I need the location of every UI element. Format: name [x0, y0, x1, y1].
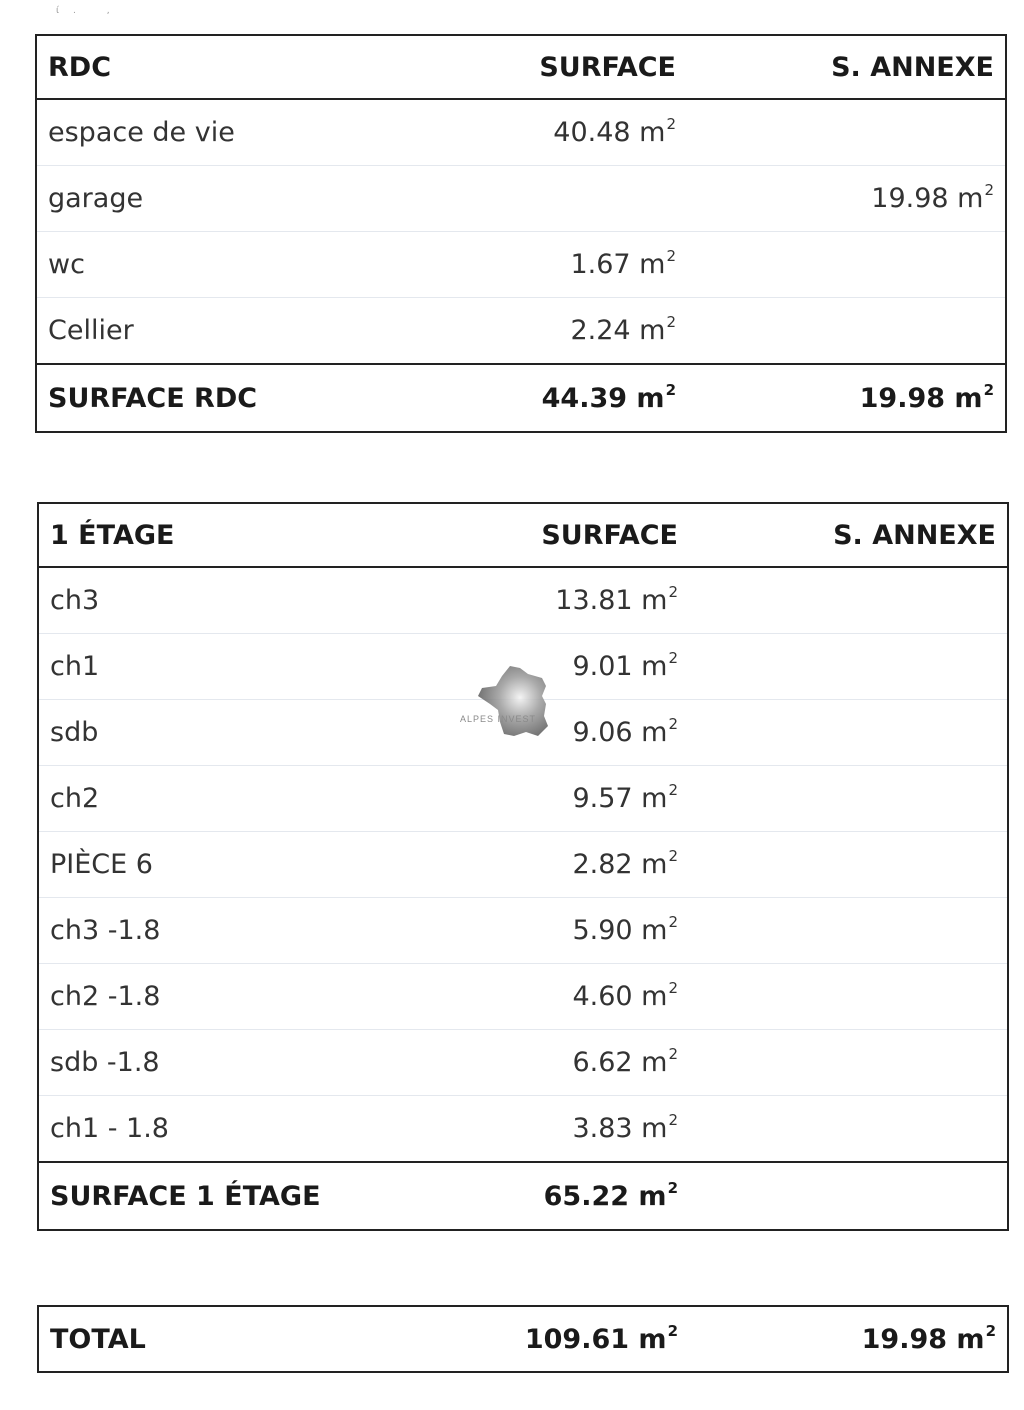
etage1-total-label: SURFACE 1 ÉTAGE [38, 1162, 510, 1230]
etage1-row-label: ch2 -1.8 [38, 964, 510, 1030]
etage1-row [38, 898, 1008, 964]
etage1-row-annex [678, 634, 1008, 700]
rdc-row-surface: 40.48 $m^2$ [508, 99, 676, 166]
etage1-row-annex [678, 964, 1008, 1030]
etage1-row-surface: 3.83 $m^2$ [572, 1111, 678, 1144]
etage1-row-annex [678, 1030, 1008, 1096]
etage1-total-annex [678, 1162, 1008, 1230]
etage1-row-label: ch3 -1.8 [38, 898, 510, 964]
rdc-row-annex [676, 298, 1006, 365]
etage1-row-label: PIÈCE 6 [38, 832, 510, 898]
etage1-total-surface: 65.22 $m^2$ [510, 1162, 678, 1230]
etage1-row-surface: 4.60 $m^2$ [510, 964, 678, 1030]
grand-total-row [38, 1306, 1008, 1372]
rdc-row-annex: 19.98 $m^2$ [676, 166, 1006, 232]
rdc-row-surface: 2.24 $m^2$ [570, 313, 676, 346]
etage1-row [38, 1096, 1008, 1163]
grand-total-surface: 109.61 $m^2$ [524, 1321, 678, 1355]
etage1-row-label: ch1 [38, 634, 510, 700]
rdc-row [36, 232, 1006, 298]
watermark-logo [458, 660, 568, 740]
watermark-text: ALPES INVEST [460, 714, 537, 724]
rdc-row [36, 166, 1006, 232]
etage1-table [37, 502, 1009, 1231]
etage1-row [38, 832, 1008, 898]
etage1-row-label: sdb -1.8 [38, 1030, 510, 1096]
etage1-row-surface: 6.62 $m^2$ [510, 1030, 678, 1096]
etage1-header-surface: SURFACE [510, 503, 678, 567]
grand-total-annex: 19.98 $m^2$ [861, 1321, 996, 1355]
etage1-row-label: ch2 [38, 766, 510, 832]
etage1-row-label: ch3 [38, 567, 510, 634]
etage1-total-row [38, 1162, 1008, 1230]
rdc-header-surface: SURFACE [508, 35, 676, 99]
etage1-row-annex [678, 1096, 1008, 1163]
etage1-row-annex [678, 832, 1008, 898]
etage1-row-surface: 2.82 $m^2$ [510, 832, 678, 898]
etage1-row [38, 567, 1008, 634]
rdc-header-annex: S. ANNEXE [676, 35, 1006, 99]
rdc-total-annex: 19.98 $m^2$ [676, 364, 1006, 432]
etage1-rows [38, 567, 1008, 1162]
rdc-row-annex [676, 99, 1006, 166]
rdc-total-label: SURFACE RDC [36, 364, 508, 432]
etage1-header-label: 1 ÉTAGE [38, 503, 510, 567]
rdc-header-label: RDC [36, 35, 508, 99]
etage1-row-annex [678, 700, 1008, 766]
etage1-row [38, 1030, 1008, 1096]
etage1-row-annex [678, 766, 1008, 832]
etage1-row-label: ch1 - 1.8 [50, 1113, 169, 1144]
etage1-row-surface: 9.01 $m^2$ [510, 634, 678, 700]
france-map-icon [458, 660, 568, 740]
rdc-row-label: wc [36, 232, 508, 298]
etage1-header-annex: S. ANNEXE [678, 503, 1008, 567]
etage1-row-label: sdb [38, 700, 510, 766]
rdc-total-surface: 44.39 $m^2$ [508, 364, 676, 432]
grand-total-table [37, 1305, 1009, 1373]
rdc-row-label: Cellier [48, 315, 134, 346]
etage1-row-surface: 9.57 $m^2$ [510, 766, 678, 832]
etage1-row-surface: 9.06 $m^2$ [510, 700, 678, 766]
etage1-row [38, 766, 1008, 832]
rdc-total-row [36, 364, 1006, 432]
etage1-row-surface: 13.81 $m^2$ [510, 567, 678, 634]
rdc-row-annex [676, 232, 1006, 298]
scan-mark: ί. , [56, 6, 124, 16]
rdc-header-row [36, 35, 1006, 99]
etage1-row-annex [678, 898, 1008, 964]
rdc-table [35, 34, 1007, 433]
rdc-row [36, 99, 1006, 166]
rdc-rows [36, 99, 1006, 364]
etage1-row-annex [678, 567, 1008, 634]
etage1-row [38, 964, 1008, 1030]
rdc-row-label: espace de vie [36, 99, 508, 166]
rdc-row [36, 298, 1006, 365]
rdc-row-label: garage [36, 166, 508, 232]
etage1-header-row [38, 503, 1008, 567]
rdc-row-surface: 1.67 $m^2$ [508, 232, 676, 298]
etage1-row-surface: 5.90 $m^2$ [510, 898, 678, 964]
rdc-row-surface [508, 166, 676, 232]
grand-total-label: TOTAL [50, 1323, 146, 1355]
